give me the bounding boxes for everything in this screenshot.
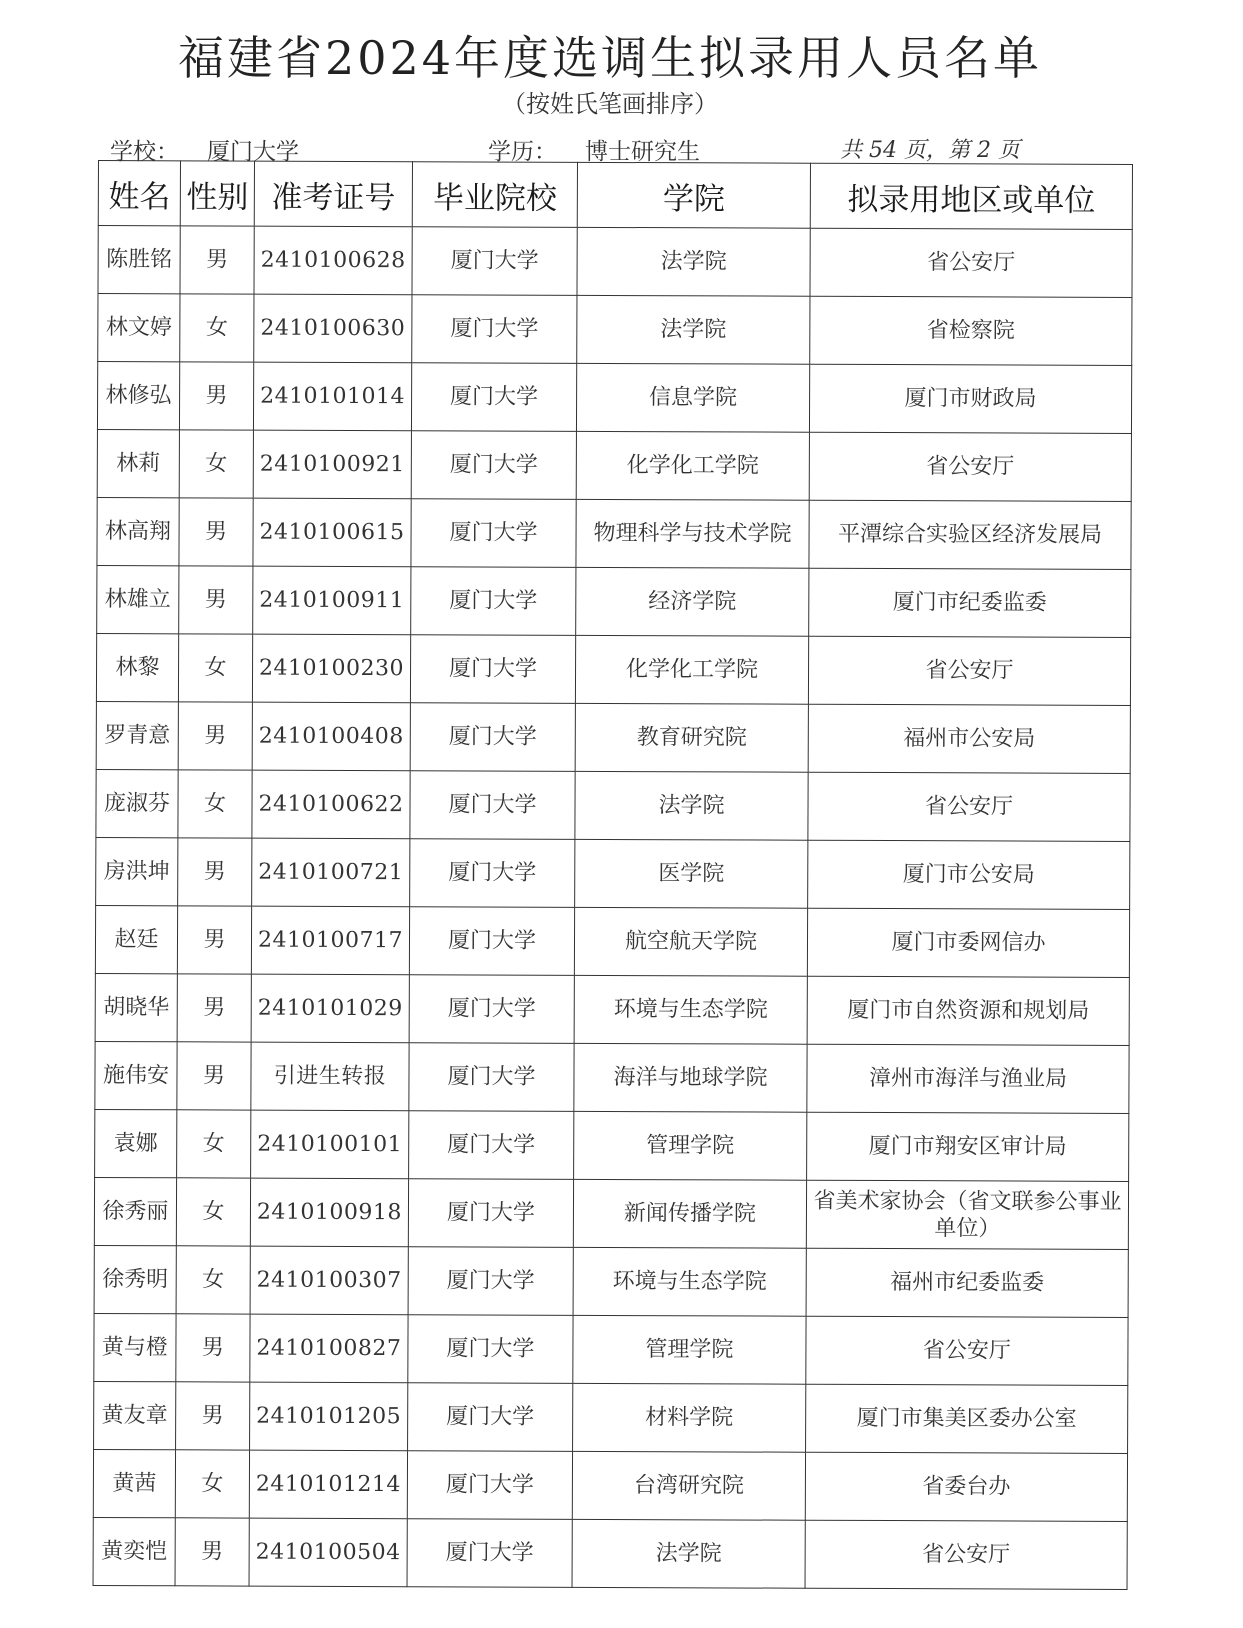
cell-graduate-school: 厦门大学 <box>408 1383 573 1452</box>
cell-college: 化学化工学院 <box>575 635 808 704</box>
cell-name: 胡晓华 <box>95 973 177 1041</box>
cell-name: 施伟安 <box>95 1041 177 1109</box>
school-label: 学校： <box>110 139 179 165</box>
header-college: 学院 <box>577 162 810 228</box>
cell-graduate-school: 厦门大学 <box>407 1451 572 1520</box>
cell-gender: 女 <box>178 634 252 702</box>
cell-exam-id: 2410100408 <box>252 702 410 771</box>
cell-assigned-unit: 省公安厅 <box>805 1520 1127 1589</box>
cell-assigned-unit: 福州市公安局 <box>808 704 1130 773</box>
cell-graduate-school: 厦门大学 <box>407 1519 572 1588</box>
cell-college: 教育研究院 <box>575 703 808 772</box>
cell-college: 材料学院 <box>573 1383 806 1452</box>
table-row <box>98 294 1132 366</box>
header-name: 姓名 <box>98 161 180 226</box>
cell-name: 黄茜 <box>93 1449 175 1517</box>
cell-gender: 女 <box>175 1450 249 1518</box>
cell-college: 法学院 <box>577 295 810 364</box>
document-subtitle: （按姓氏笔画排序） <box>502 90 718 118</box>
table-row <box>94 1313 1128 1385</box>
cell-graduate-school: 厦门大学 <box>409 907 574 976</box>
cell-gender: 女 <box>179 430 253 498</box>
cell-exam-id: 2410101205 <box>250 1382 408 1451</box>
cell-gender: 男 <box>175 1518 249 1586</box>
cell-gender: 女 <box>180 294 254 362</box>
cell-graduate-school: 厦门大学 <box>411 363 576 432</box>
cell-exam-id: 2410100921 <box>253 430 411 499</box>
cell-college: 信息学院 <box>576 363 809 432</box>
cell-assigned-unit: 厦门市委网信办 <box>807 908 1129 977</box>
cell-exam-id: 2410101214 <box>249 1450 407 1519</box>
table-row <box>95 973 1129 1045</box>
cell-exam-id: 2410100230 <box>252 634 410 703</box>
cell-gender: 男 <box>177 974 251 1042</box>
cell-name: 房洪坤 <box>96 837 178 905</box>
cell-exam-id: 2410100911 <box>253 566 411 635</box>
header-graduate-school: 毕业院校 <box>412 162 577 228</box>
cell-college: 法学院 <box>572 1519 805 1588</box>
cell-college: 法学院 <box>575 771 808 840</box>
cell-gender: 男 <box>179 566 253 634</box>
cell-gender: 女 <box>176 1178 250 1246</box>
cell-gender: 男 <box>176 1382 250 1450</box>
table-row <box>94 1177 1128 1249</box>
cell-assigned-unit: 厦门市公安局 <box>808 840 1130 909</box>
cell-exam-id: 2410100717 <box>251 906 409 975</box>
cell-assigned-unit: 省公安厅 <box>810 228 1132 297</box>
degree-value: 博士研究生 <box>585 139 700 165</box>
cell-gender: 男 <box>180 226 254 294</box>
table-row <box>95 905 1129 977</box>
table-header-row <box>98 161 1132 230</box>
cell-exam-id: 2410100827 <box>250 1314 408 1383</box>
cell-assigned-unit: 厦门市翔安区审计局 <box>807 1112 1129 1181</box>
cell-graduate-school: 厦门大学 <box>410 635 575 704</box>
table-row <box>96 837 1130 909</box>
cell-gender: 女 <box>176 1246 250 1314</box>
cell-assigned-unit: 厦门市纪委监委 <box>809 568 1131 637</box>
cell-gender: 男 <box>177 906 251 974</box>
school-value: 厦门大学 <box>207 139 299 165</box>
page-info: 共 54 页，第 2 页 <box>840 138 1020 163</box>
cell-graduate-school: 厦门大学 <box>410 703 575 772</box>
cell-name: 徐秀丽 <box>94 1177 176 1245</box>
header-assigned-unit: 拟录用地区或单位 <box>810 163 1132 229</box>
table-row <box>96 769 1130 841</box>
cell-graduate-school: 厦门大学 <box>411 431 576 500</box>
cell-exam-id: 2410100628 <box>254 226 412 295</box>
cell-college: 台湾研究院 <box>572 1451 805 1520</box>
table-row <box>95 1041 1129 1113</box>
cell-name: 袁娜 <box>95 1109 177 1177</box>
cell-assigned-unit: 省检察院 <box>810 296 1132 365</box>
cell-assigned-unit: 厦门市自然资源和规划局 <box>807 976 1129 1045</box>
cell-assigned-unit: 省公安厅 <box>808 636 1130 705</box>
header-exam-id: 准考证号 <box>254 161 412 227</box>
table-row <box>93 1449 1127 1521</box>
table-row <box>94 1381 1128 1453</box>
cell-college: 医学院 <box>575 839 808 908</box>
table-row <box>97 429 1131 501</box>
table-row <box>96 633 1130 705</box>
cell-name: 林雄立 <box>97 565 179 633</box>
cell-exam-id: 2410101014 <box>253 362 411 431</box>
cell-assigned-unit: 平潭综合实验区经济发展局 <box>809 500 1131 569</box>
cell-college: 管理学院 <box>574 1111 807 1180</box>
cell-assigned-unit: 厦门市集美区委办公室 <box>806 1384 1128 1453</box>
cell-graduate-school: 厦门大学 <box>410 771 575 840</box>
cell-college: 海洋与地球学院 <box>574 1043 807 1112</box>
table-row <box>97 362 1131 434</box>
cell-college: 新闻传播学院 <box>573 1179 806 1248</box>
cell-graduate-school: 厦门大学 <box>408 1179 573 1248</box>
cell-name: 赵廷 <box>95 905 177 973</box>
cell-college: 物理科学与技术学院 <box>576 499 809 568</box>
cell-college: 法学院 <box>577 227 810 296</box>
cell-assigned-unit: 厦门市财政局 <box>809 364 1131 433</box>
cell-gender: 男 <box>178 702 252 770</box>
cell-gender: 男 <box>179 498 253 566</box>
table-row <box>97 565 1131 637</box>
cell-graduate-school: 厦门大学 <box>408 1315 573 1384</box>
cell-name: 罗青意 <box>96 701 178 769</box>
cell-exam-id: 2410100630 <box>254 294 412 363</box>
cell-name: 林莉 <box>97 429 179 497</box>
cell-college: 管理学院 <box>573 1315 806 1384</box>
cell-assigned-unit: 省委台办 <box>805 1452 1127 1521</box>
cell-gender: 女 <box>177 1110 251 1178</box>
cell-name: 庞淑芬 <box>96 769 178 837</box>
cell-name: 徐秀明 <box>94 1245 176 1313</box>
cell-exam-id: 2410100918 <box>250 1178 408 1247</box>
cell-graduate-school: 厦门大学 <box>411 567 576 636</box>
cell-name: 黄友章 <box>94 1381 176 1449</box>
cell-exam-id: 2410100615 <box>253 498 411 567</box>
cell-assigned-unit: 省美术家协会（省文联参公事业单位） <box>806 1180 1128 1249</box>
cell-gender: 男 <box>176 1314 250 1382</box>
cell-exam-id: 2410100504 <box>249 1518 407 1587</box>
cell-gender: 女 <box>178 770 252 838</box>
cell-graduate-school: 厦门大学 <box>409 975 574 1044</box>
table-row <box>98 226 1132 298</box>
cell-assigned-unit: 漳州市海洋与渔业局 <box>807 1044 1129 1113</box>
cell-gender: 男 <box>179 362 253 430</box>
cell-name: 林修弘 <box>97 362 179 430</box>
cell-name: 陈胜铭 <box>98 226 180 294</box>
cell-exam-id: 引进生转报 <box>251 1042 409 1111</box>
cell-assigned-unit: 省公安厅 <box>808 772 1130 841</box>
cell-graduate-school: 厦门大学 <box>410 839 575 908</box>
cell-college: 环境与生态学院 <box>573 1247 806 1316</box>
cell-exam-id: 2410100721 <box>252 838 410 907</box>
cell-exam-id: 2410100101 <box>251 1110 409 1179</box>
table-row <box>93 1517 1127 1589</box>
table-row <box>96 701 1130 773</box>
cell-assigned-unit: 省公安厅 <box>806 1316 1128 1385</box>
cell-assigned-unit: 福州市纪委监委 <box>806 1248 1128 1317</box>
cell-assigned-unit: 省公安厅 <box>809 432 1131 501</box>
degree-label: 学历： <box>488 139 557 165</box>
cell-college: 环境与生态学院 <box>574 975 807 1044</box>
cell-name: 林文婷 <box>98 294 180 362</box>
document-title: 福建省2024年度选调生拟录用人员名单 <box>177 31 1043 85</box>
cell-name: 林黎 <box>96 633 178 701</box>
cell-exam-id: 2410100307 <box>250 1246 408 1315</box>
cell-graduate-school: 厦门大学 <box>409 1043 574 1112</box>
cell-exam-id: 2410101029 <box>251 974 409 1043</box>
cell-graduate-school: 厦门大学 <box>412 295 577 364</box>
table-row <box>94 1245 1128 1317</box>
cell-exam-id: 2410100622 <box>252 770 410 839</box>
table-row <box>95 1109 1129 1181</box>
table-body <box>93 226 1132 1590</box>
cell-name: 黄与橙 <box>94 1313 176 1381</box>
header-gender: 性别 <box>180 161 254 226</box>
candidate-table <box>93 160 1133 1590</box>
cell-college: 经济学院 <box>576 567 809 636</box>
cell-name: 黄奕恺 <box>93 1517 175 1585</box>
cell-gender: 男 <box>177 1042 251 1110</box>
table-row <box>97 497 1131 569</box>
cell-graduate-school: 厦门大学 <box>408 1247 573 1316</box>
cell-graduate-school: 厦门大学 <box>411 499 576 568</box>
cell-gender: 男 <box>178 838 252 906</box>
cell-name: 林高翔 <box>97 497 179 565</box>
cell-graduate-school: 厦门大学 <box>412 227 577 296</box>
cell-graduate-school: 厦门大学 <box>409 1111 574 1180</box>
cell-college: 航空航天学院 <box>574 907 807 976</box>
cell-college: 化学化工学院 <box>576 431 809 500</box>
